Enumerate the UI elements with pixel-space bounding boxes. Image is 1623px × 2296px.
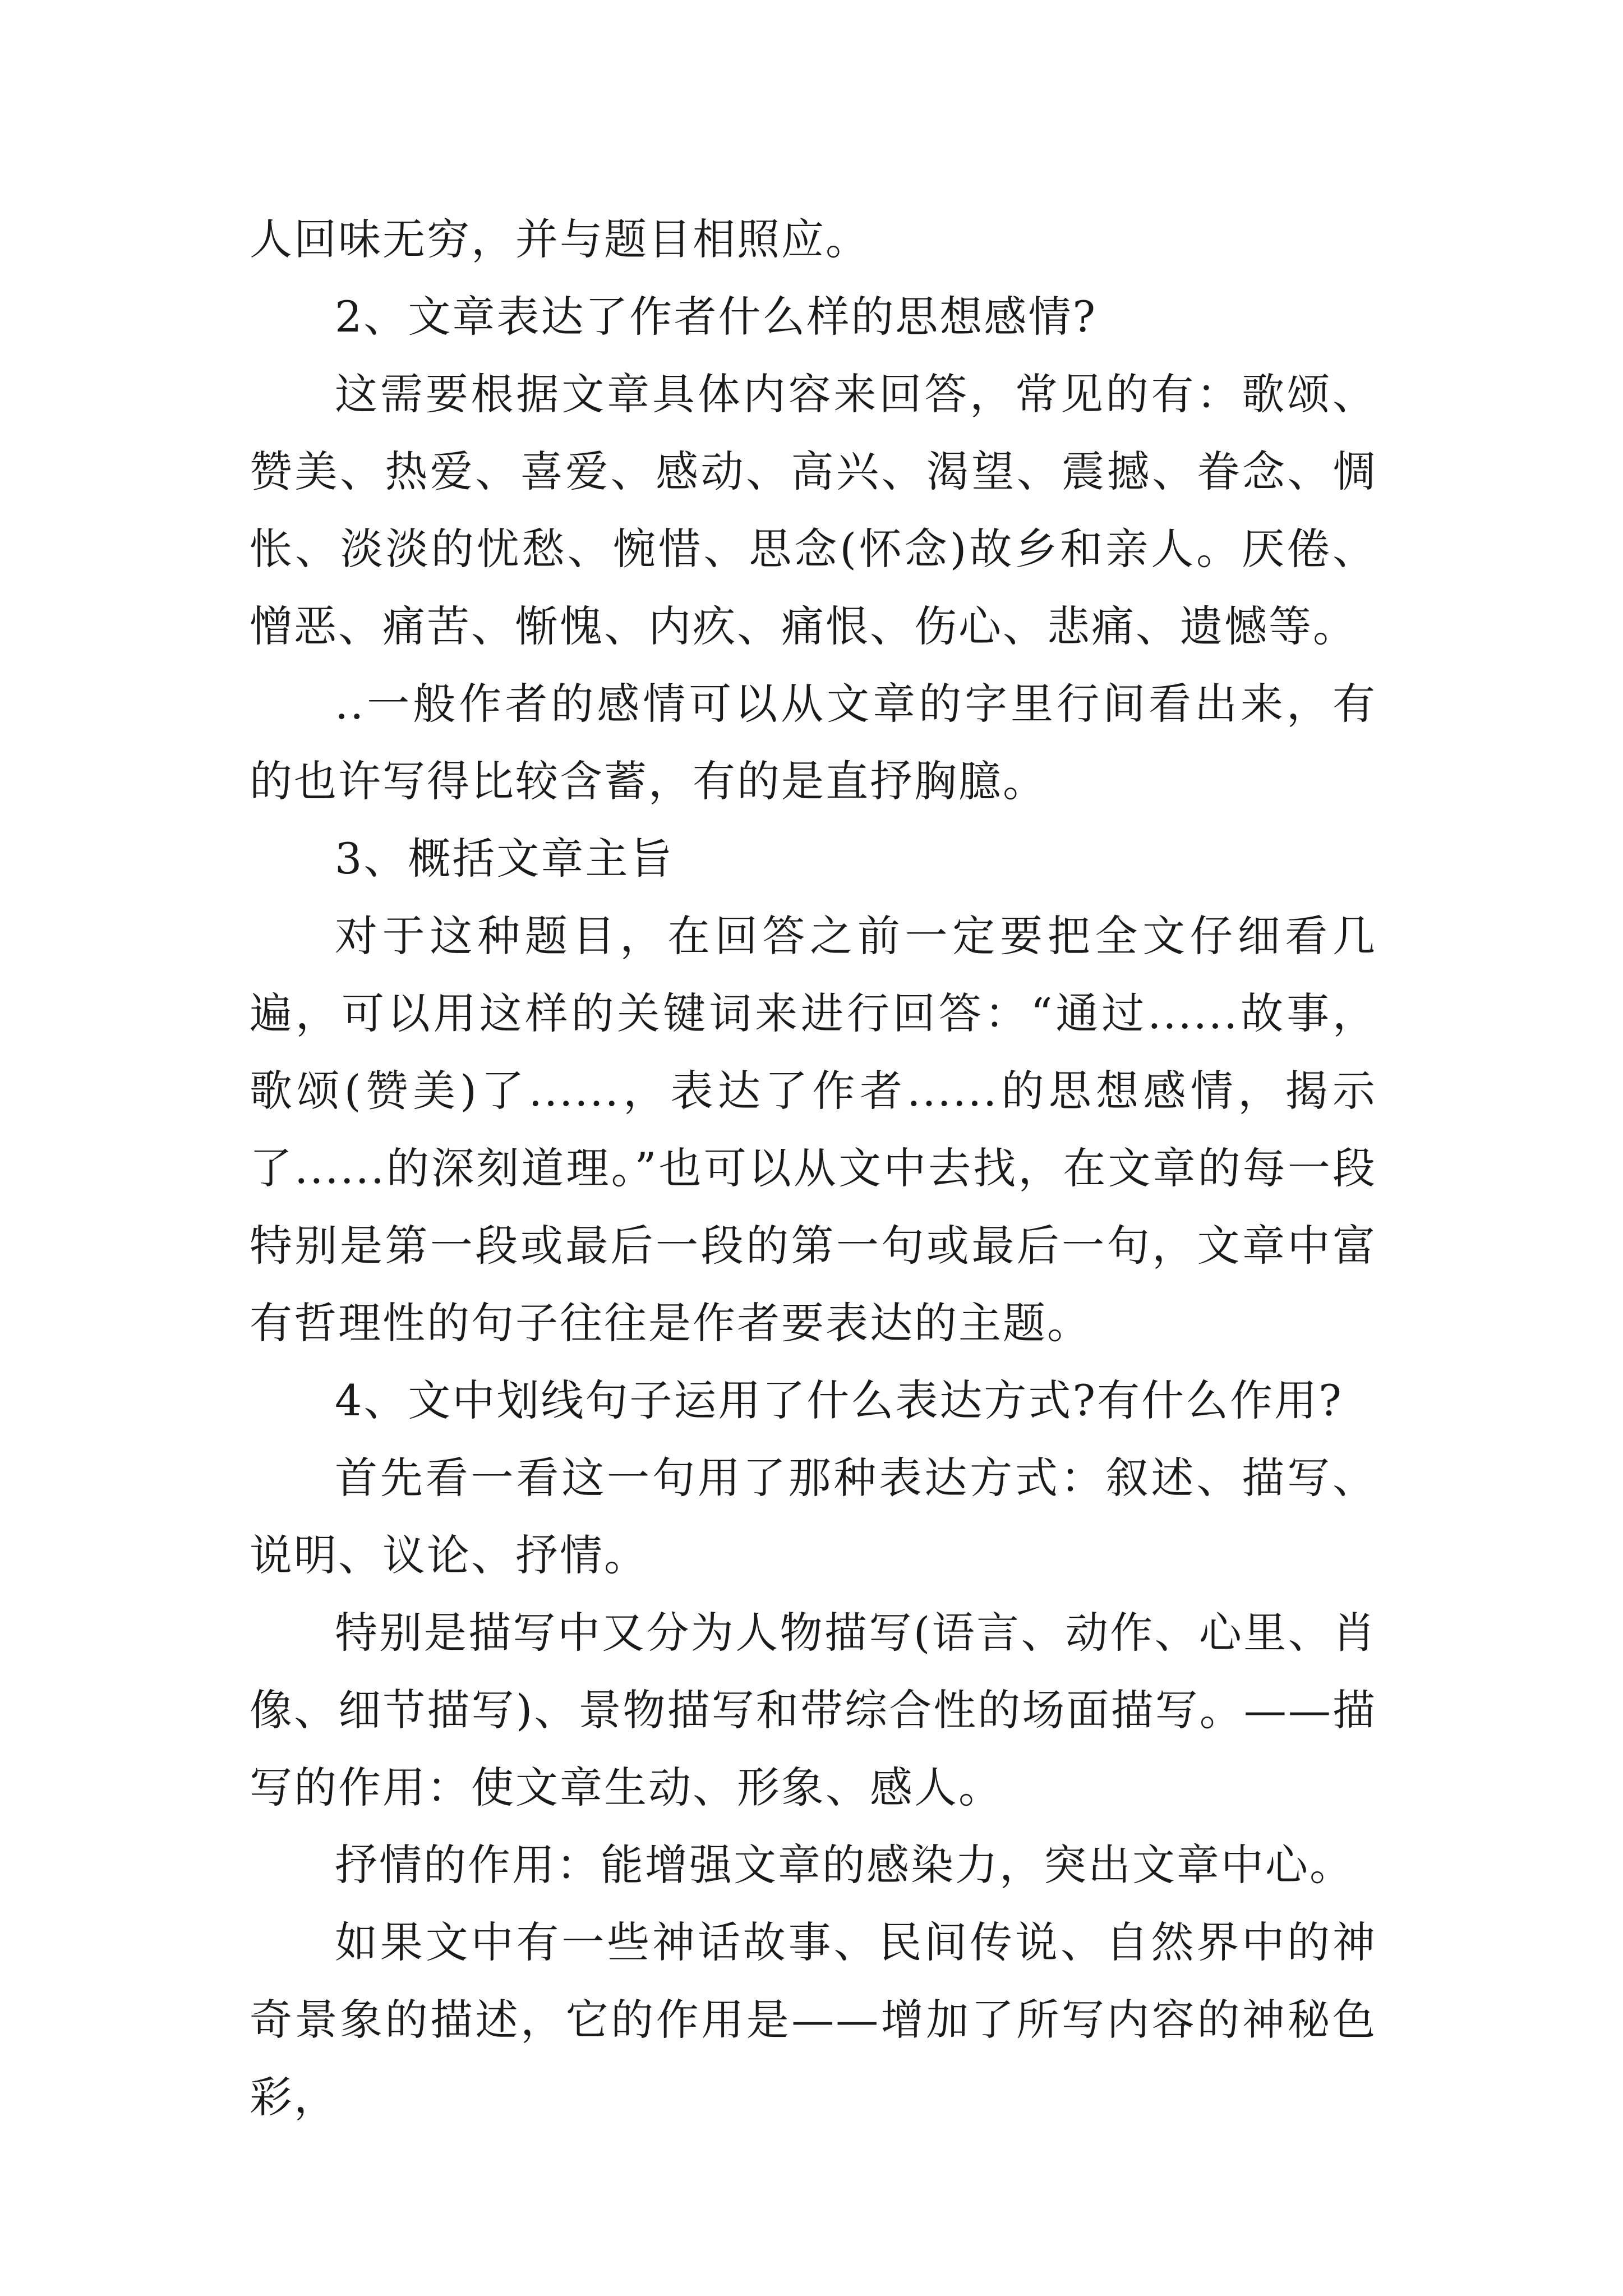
answer-paragraph-description: 特别是描写中又分为人物描写(语言、动作、心里、肖像、细节描写)、景物描写和带综合性的场面描写。——描写的作用：使文章生动、形象、感人。 <box>250 1608 1377 1812</box>
answer-paragraph-emotions: 这需要根据文章具体内容来回答，常见的有：歌颂、赞美、热爱、喜爱、感动、高兴、渴望、震撼、眷念、惆怅、淡淡的忧愁、惋惜、思念(怀念)故乡和亲人。厌倦、憎恶、痛苦、惭愧、内疚、痛恨、伤心、悲痛、遗憾等。 <box>250 369 1377 651</box>
answer-paragraph-lyrical: 抒情的作用：能增强文章的感染力，突出文章中心。 <box>335 1840 1354 1890</box>
answer-paragraph-expression: ..一般作者的感情可以从文章的字里行间看出来，有的也许写得比较含蓄，有的是直抒胸臆。 <box>250 679 1377 806</box>
question-heading-3: 3、概括文章主旨 <box>335 834 674 884</box>
question-heading-2: 2、文章表达了作者什么样的思想感情? <box>335 292 1098 342</box>
answer-paragraph-theme: 对于这种题目，在回答之前一定要把全文仔细看几遍，可以用这样的关键词来进行回答：“通过......故事，歌颂(赞美)了......，表达了作者......的思想感情，揭示了......的深刻道理。”也可以从文中去找，在文章的每一段特别是第一段或最后一段的第一句或最后一句，文章中富有哲理性的句子往往是作者要表达的主题。 <box>250 911 1377 1348</box>
question-heading-4: 4、文中划线句子运用了什么表达方式?有什么作用? <box>335 1375 1343 1425</box>
paragraph-continuation: 人回味无穷，并与题目相照应。 <box>250 214 870 264</box>
answer-paragraph-methods: 首先看一看这一句用了那种表达方式：叙述、描写、说明、议论、抒情。 <box>250 1453 1377 1580</box>
answer-paragraph-myth: 如果文中有一些神话故事、民间传说、自然界中的神奇景象的描述，它的作用是——增加了所写内容的神秘色彩， <box>250 1917 1377 2122</box>
document-body <box>250 201 1377 2136</box>
